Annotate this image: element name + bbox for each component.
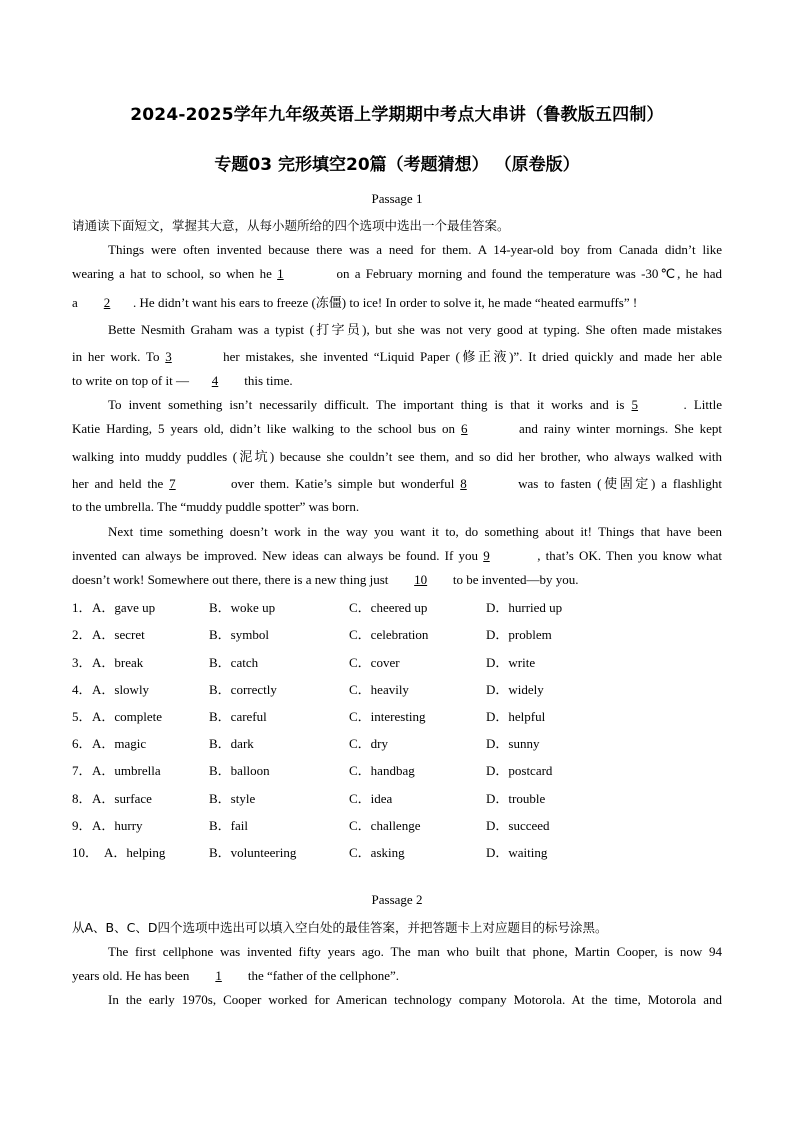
option-row xyxy=(72,815,722,835)
question-number: 1． xyxy=(72,600,92,615)
passage2-line: In the early 1970s, Cooper worked for American technology company Motorola. At the time, Motorola and xyxy=(108,992,722,1007)
page-title: 2024-2025学年九年级英语上学期期中考点大串讲（鲁教版五四制） xyxy=(130,105,664,125)
question-number: 5． xyxy=(72,709,92,724)
option-c: C．interesting xyxy=(349,709,426,724)
option-a: A．hurry xyxy=(92,818,143,833)
passage1-line: Katie Harding, 5 years old, didn’t like walking to the school bus on 6 and rainy winter mornings. She kept xyxy=(72,421,723,436)
passage1-instruction: 请通读下面短文，掌握其大意，从每小题所给的四个选项中选出一个最佳答案。 xyxy=(72,218,510,233)
passage1-line: to write on top of it — 4 this time. xyxy=(72,373,293,388)
blank-5: 5 xyxy=(631,397,639,412)
option-a: A．complete xyxy=(92,709,163,724)
blank-4: 4 xyxy=(211,373,219,388)
question-number: 3． xyxy=(72,655,92,670)
option-d: D．write xyxy=(486,655,536,670)
question-number: 9． xyxy=(72,818,92,833)
option-row xyxy=(72,652,722,672)
passage1-line: To invent something isn’t necessarily difficult. The important thing is that it works and is 5 . Little xyxy=(108,397,722,412)
option-row xyxy=(72,842,722,862)
option-d: D．succeed xyxy=(486,818,550,833)
option-row xyxy=(72,760,722,780)
option-c: C．cover xyxy=(349,655,400,670)
option-c: C．asking xyxy=(349,845,405,860)
option-d: D．hurried up xyxy=(486,600,563,615)
question-number: 8． xyxy=(72,791,92,806)
option-b: B．catch xyxy=(209,655,259,670)
option-d: D．postcard xyxy=(486,763,553,778)
option-b: B．dark xyxy=(209,736,254,751)
blank-3: 3 xyxy=(165,349,172,364)
blank-9: 9 xyxy=(483,548,490,563)
passage1-line: her and held the 7 over them. Katie’s simple but wonderful 8 was to fasten (使固定) a flashlight xyxy=(72,476,722,491)
passage1-line: invented can always be improved. New ideas can always be found. If you 9 , that’s OK. Then you know what xyxy=(72,548,722,563)
question-number: 6． xyxy=(72,736,92,751)
option-b: B．woke up xyxy=(209,600,276,615)
option-c: C．dry xyxy=(349,736,389,751)
option-a: A．umbrella xyxy=(92,763,161,778)
option-b: B．fail xyxy=(209,818,248,833)
option-a: A．slowly xyxy=(92,682,150,697)
option-b: B．correctly xyxy=(209,682,277,697)
blank-6: 6 xyxy=(461,421,468,436)
option-d: D．waiting xyxy=(486,845,548,860)
option-d: D．widely xyxy=(486,682,544,697)
option-c: C．celebration xyxy=(349,627,429,642)
passage1-line: Bette Nesmith Graham was a typist (打字员), but she was not very good at typing. She often made mistakes xyxy=(108,322,722,337)
question-number: 4． xyxy=(72,682,92,697)
passage1-line: doesn’t work! Somewhere out there, there is a new thing just 10 to be invented—by you. xyxy=(72,572,579,587)
option-b: B．volunteering xyxy=(209,845,297,860)
page-subtitle: 专题03 完形填空20篇（考题猜想） （原卷版） xyxy=(214,155,580,175)
passage2-line: years old. He has been 1 the “father of the cellphone”. xyxy=(72,968,400,983)
passage2-instruction: 从A、B、C、D四个选项中选出可以填入空白处的最佳答案，并把答题卡上对应题目的标号涂黑。 xyxy=(72,920,608,935)
passage1-line: to the umbrella. The “muddy puddle spotter” was born. xyxy=(72,499,360,514)
option-a: A．secret xyxy=(92,627,145,642)
passage1-line: wearing a hat to school, so when he 1 on a February morning and found the temperature was -30℃, he had xyxy=(72,266,722,281)
option-row xyxy=(72,597,722,617)
option-row xyxy=(72,679,722,699)
option-row xyxy=(72,788,722,808)
option-d: D．helpful xyxy=(486,709,546,724)
option-b: B．careful xyxy=(209,709,267,724)
passage1-line: Next time something doesn’t work in the way you want it to, do something about it! Things that have been xyxy=(108,524,722,539)
passage1-line: in her work. To 3 her mistakes, she invented “Liquid Paper (修正液)”. It dried quickly and made her able xyxy=(72,349,722,364)
option-b: B．balloon xyxy=(209,763,270,778)
option-d: D．sunny xyxy=(486,736,540,751)
blank-8: 8 xyxy=(460,476,467,491)
passage2-blank-1: 1 xyxy=(215,968,222,983)
option-b: B．style xyxy=(209,791,256,806)
passage1-line: walking into muddy puddles (泥坑) because she couldn’t see them, and so did her brother, who always walked with xyxy=(72,449,722,464)
option-row xyxy=(72,624,722,644)
passage1-heading: Passage 1 xyxy=(371,191,423,206)
blank-10: 10 xyxy=(414,572,428,587)
option-b: B．symbol xyxy=(209,627,269,642)
option-c: C．handbag xyxy=(349,763,415,778)
option-d: D．trouble xyxy=(486,791,546,806)
option-row xyxy=(72,733,722,753)
option-c: C．cheered up xyxy=(349,600,428,615)
option-a: A．break xyxy=(92,655,144,670)
passage1-line: a 2 . He didn’t want his ears to freeze (冻僵) to ice! In order to solve it, he made “heated earmuffs” ! xyxy=(72,295,638,310)
question-number: 2． xyxy=(72,627,92,642)
blank-2: 2 xyxy=(103,295,111,310)
option-a: A．magic xyxy=(92,736,147,751)
option-c: C．heavily xyxy=(349,682,409,697)
option-a: A．helping xyxy=(104,845,166,860)
blank-7: 7 xyxy=(169,476,176,491)
question-number: 10． xyxy=(72,845,99,860)
question-number: 7． xyxy=(72,763,92,778)
passage2-heading: Passage 2 xyxy=(371,892,423,907)
option-c: C．idea xyxy=(349,791,393,806)
passage2-line: The first cellphone was invented fifty years ago. The man who built that phone, Martin Cooper, is now 94 xyxy=(108,944,722,959)
option-d: D．problem xyxy=(486,627,552,642)
option-a: A．gave up xyxy=(92,600,156,615)
blank-1: 1 xyxy=(277,266,284,281)
option-a: A．surface xyxy=(92,791,152,806)
option-c: C．challenge xyxy=(349,818,421,833)
option-row xyxy=(72,706,722,726)
passage1-line: Things were often invented because there was a need for them. A 14-year-old boy from Canada didn’t like xyxy=(108,242,722,257)
